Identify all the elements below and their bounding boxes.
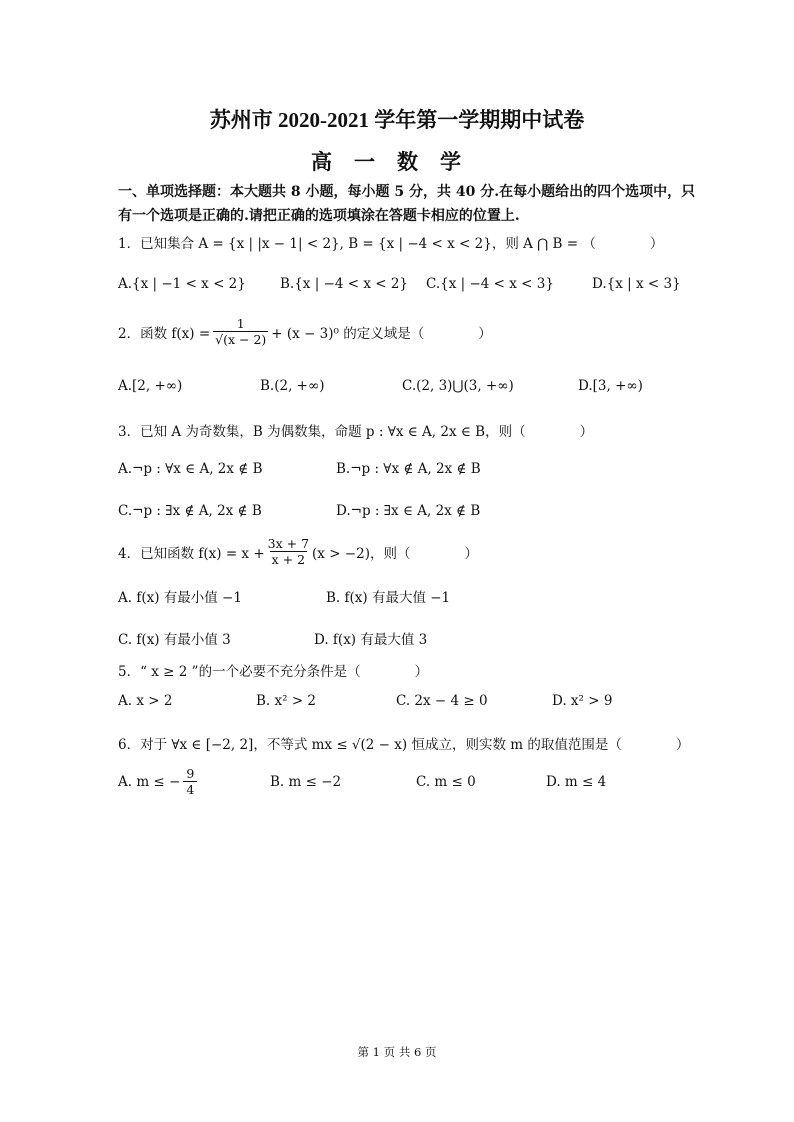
question-6-option-b: B. m ≤ −2: [270, 774, 342, 790]
question-2-stem-suffix: + (x − 3)⁰ 的定义域是（ ）: [271, 325, 492, 342]
question-6-option-a-fraction: [183, 766, 197, 797]
question-3-stem: 3．已知 A 为奇数集，B 为偶数集，命题 p : ∀x ∈ A, 2x ∈ B，则（ ）: [118, 424, 594, 440]
question-3-option-c: C.¬p : ∃x ∉ A, 2x ∉ B: [118, 503, 262, 519]
question-5-option-a: A. x > 2: [118, 693, 173, 709]
question-1-option-c: C.{x | −4 < x < 3}: [426, 276, 554, 292]
question-3-option-d: D.¬p : ∃x ∈ A, 2x ∉ B: [336, 503, 481, 519]
question-6-option-d: D. m ≤ 4: [546, 774, 607, 790]
question-4-option-a: A. f(x) 有最小值 −1: [118, 590, 242, 606]
question-3-option-b: B.¬p : ∀x ∉ A, 2x ∉ B: [336, 461, 481, 477]
question-1-stem: 1．已知集合 A = {x | |x − 1| < 2}, B = {x | −4 < x < 2}，则 A ⋂ B = （ ）: [118, 236, 664, 252]
section-instructions-line1: 一、单项选择题：本大题共 8 小题，每小题 5 分，共 40 分.在每小题给出的四个选项中，只: [118, 184, 696, 200]
question-1-option-a: A.{x | −1 < x < 2}: [118, 276, 246, 292]
question-4-stem-prefix: 4．已知函数 f(x) = x +: [118, 545, 265, 562]
question-2-option-a: A.[2, +∞): [118, 378, 183, 394]
question-6-option-a-prefix: A. m ≤ −: [118, 773, 181, 790]
question-6-option-a: [118, 766, 197, 797]
question-5-stem: 5．“ x ≥ 2 ”的一个必要不充分条件是（ ）: [118, 664, 429, 680]
question-4-stem-suffix: (x > −2)，则（ ）: [312, 545, 478, 562]
question-1-option-b: B.{x | −4 < x < 2}: [280, 276, 409, 292]
exam-subtitle: 高一数学: [311, 150, 483, 174]
question-5-option-b: B. x² > 2: [256, 693, 317, 709]
question-1-option-d: D.{x | x < 3}: [592, 276, 681, 292]
question-4-option-c: C. f(x) 有最小值 3: [118, 632, 231, 648]
question-6-stem: 6．对于 ∀x ∈ [−2, 2]，不等式 mx ≤ √(2 − x) 恒成立，则实数 m 的取值范围是（ ）: [118, 737, 690, 753]
question-4-fraction-denominator: x + 2: [271, 552, 306, 567]
section-instructions-line2: 有一个选项是正确的.请把正确的选项填涂在答题卡相应的位置上.: [118, 208, 520, 224]
question-2-option-b: B.(2, +∞): [260, 378, 325, 394]
exam-title: 苏州市 2020-2021 学年第一学期期中试卷: [209, 108, 585, 132]
question-4-fraction-numerator: 3x + 7: [267, 536, 310, 551]
question-4-fraction: [268, 536, 309, 567]
question-2-option-c: C.(2, 3)⋃(3, +∞): [402, 378, 514, 394]
question-6-option-a-numerator: 9: [186, 766, 195, 781]
question-2-fraction-denominator: √(x − 2): [215, 332, 267, 347]
question-2-fraction: [213, 316, 268, 347]
question-5-option-d: D. x² > 9: [552, 693, 613, 709]
question-2-stem-prefix: 2．函数 f(x) =: [118, 325, 211, 342]
question-6-option-c: C. m ≤ 0: [416, 774, 476, 790]
question-3-option-a: A.¬p : ∀x ∈ A, 2x ∉ B: [118, 461, 263, 477]
page-footer: 第 1 页 共 6 页: [357, 1045, 437, 1059]
question-4-option-d: D. f(x) 有最大值 3: [314, 632, 428, 648]
question-4-stem: [118, 536, 478, 567]
question-6-option-a-denominator: 4: [183, 781, 197, 797]
question-2-stem: [118, 316, 492, 347]
question-5-option-c: C. 2x − 4 ≥ 0: [396, 693, 488, 709]
question-2-fraction-numerator: 1: [236, 316, 245, 331]
question-4-option-b: B. f(x) 有最大值 −1: [326, 590, 451, 606]
question-2-option-d: D.[3, +∞): [578, 378, 643, 394]
